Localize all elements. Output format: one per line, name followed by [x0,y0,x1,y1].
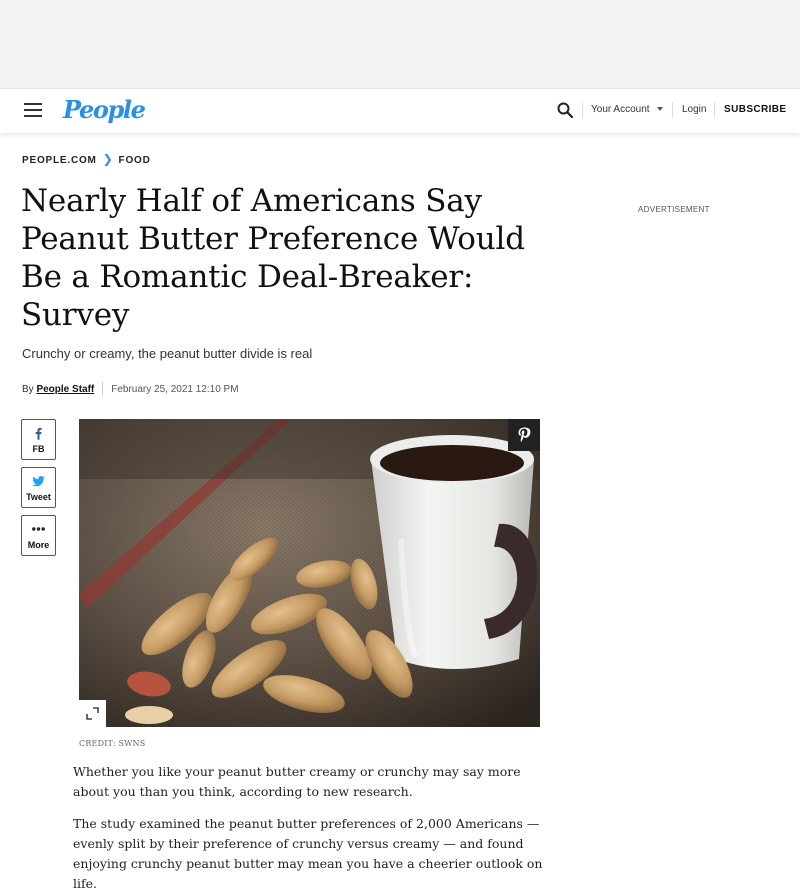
search-icon[interactable] [557,102,573,118]
account-dropdown[interactable] [591,104,663,115]
chevron-right-icon: ❯ [102,152,114,166]
share-facebook-button[interactable] [21,419,56,460]
publish-date: February 25, 2021 12:10 PM [111,384,239,395]
facebook-icon [22,426,55,440]
menu-icon[interactable] [24,103,42,117]
advertisement-label: ADVERTISEMENT [638,205,710,214]
pinterest-icon [508,419,540,451]
expand-image-button[interactable] [79,700,106,727]
share-more-button[interactable] [21,515,56,556]
nav-divider [672,102,673,118]
article-headline: Nearly Half of Americans Say Peanut Butter Preference Would Be a Romantic Deal-Breaker: Survey [21,183,525,333]
article-hero-image[interactable] [79,419,540,727]
breadcrumb-home[interactable]: PEOPLE.COM [22,155,97,166]
share-facebook-label: FB [32,444,45,454]
subscribe-link[interactable]: SUBSCRIBE [724,104,787,115]
byline-divider [102,382,103,395]
site-logo[interactable]: People [63,95,145,124]
expand-icon [79,700,106,727]
pin-button[interactable] [508,419,540,451]
article-paragraph: The study examined the peanut butter preferences of 2,000 Americans — evenly split by their preference of crunchy versus creamy — and found enjoying crunchy peanut butter may mean you have a cheerier outlook on life. [73,816,543,891]
image-credit: CREDIT: SWNS [79,739,146,748]
article-paragraph: Whether you like your peanut butter creamy or crunchy may say more about you than you think, according to new research. [73,764,521,799]
twitter-icon [22,474,55,488]
breadcrumb [22,152,151,166]
breadcrumb-section[interactable]: FOOD [118,155,151,166]
share-twitter-label: Tweet [26,492,51,502]
site-header [0,88,800,133]
nav-divider [714,102,715,118]
author-link[interactable]: People Staff [36,384,95,395]
chevron-down-icon [657,107,663,111]
article-subhead: Crunchy or creamy, the peanut butter divide is real [22,346,313,361]
byline-prefix: By [22,384,34,395]
login-link[interactable]: Login [682,104,707,115]
more-dots-icon [22,522,55,536]
top-ad-banner [0,0,800,88]
peanuts-and-coffee-photo [79,419,540,727]
share-more-label: More [27,540,50,550]
byline [22,382,239,395]
nav-divider [582,102,583,118]
account-label: Your Account [591,104,650,115]
share-twitter-button[interactable] [21,467,56,508]
